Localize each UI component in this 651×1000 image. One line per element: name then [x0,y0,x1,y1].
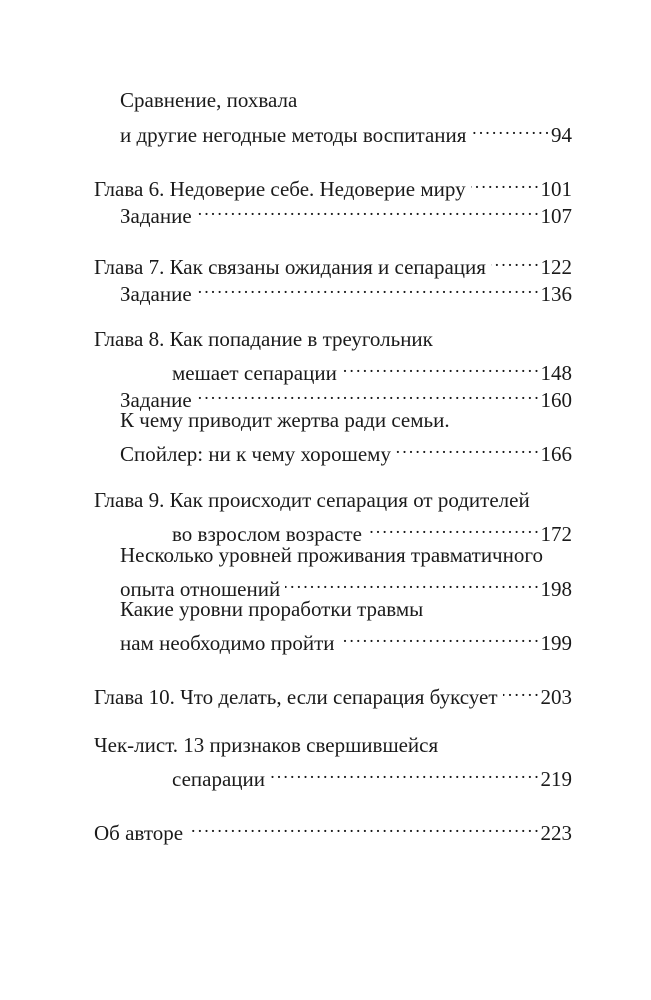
dot-leader [396,433,538,461]
toc-page-number: 107 [540,204,572,228]
toc-chapter-title: Глава 8. Как попадание в треугольник [94,327,433,351]
toc-line [120,595,423,623]
toc-line[interactable] [120,273,572,306]
toc-line[interactable] [94,246,572,279]
dot-leader [188,812,537,840]
toc-chapter-title: Глава 6. Недоверие себе. Недоверие миру [94,177,466,201]
toc-chapter-title-cont: во взрослом возрасте [172,522,362,546]
toc-entry-title: и другие негодные методы воспитания [120,123,467,147]
toc-chapter-title: Об авторе [94,821,184,845]
toc-entry-title: Задание [120,204,192,228]
toc-line [120,541,543,569]
toc-line[interactable] [94,812,572,845]
toc-page-number: 148 [540,361,572,385]
toc-entry-title: Сравнение, похвала [120,88,298,112]
dot-leader [197,379,538,407]
dot-leader [270,758,538,786]
toc-page-number: 198 [540,577,572,601]
dot-leader [342,352,538,380]
dot-leader [197,273,538,301]
dot-leader [367,513,538,541]
toc-chapter-title: Глава 10. Что делать, если сепарация буксует [94,685,498,709]
dot-leader [471,168,538,196]
dot-leader [197,195,538,223]
toc-page-number: 172 [540,522,572,546]
toc-entry-title: Задание [120,282,192,306]
toc-chapter-title: Глава 7. Как связаны ожидания и сепарация [94,255,486,279]
toc-page-number: 101 [540,177,572,201]
toc-line[interactable] [120,195,572,228]
toc-page-number: 203 [540,685,572,709]
dot-leader [285,568,537,596]
toc-entry-title: опыта отношений [120,577,281,601]
toc-line[interactable] [120,433,572,466]
toc-line[interactable] [120,622,572,655]
toc-line[interactable] [172,758,572,791]
toc-page-number: 219 [540,767,572,791]
toc-page-number: 223 [540,821,572,845]
toc-line [120,406,450,434]
toc-chapter-title-cont: мешает сепарации [172,361,337,385]
toc-line[interactable] [120,114,572,147]
toc-line [94,486,530,514]
dot-leader [340,622,538,650]
dot-leader [471,114,548,142]
toc-line[interactable] [94,168,572,201]
dot-leader [503,676,538,704]
toc-page-number: 136 [540,282,572,306]
toc-line[interactable] [120,568,572,601]
toc-line[interactable] [94,676,572,709]
toc-page-number: 160 [540,388,572,412]
toc-line[interactable] [120,379,572,412]
toc-entry-title: Какие уровни проработки травмы [120,597,424,621]
toc-chapter-title: Чек-лист. 13 признаков свершившейся [94,733,439,757]
toc-line [120,86,297,114]
toc-entry-title: нам необходимо пройти [120,631,335,655]
toc-line[interactable] [172,352,572,385]
toc-line [94,325,433,353]
toc-page-number: 199 [540,631,572,655]
dot-leader [491,246,538,274]
toc-entry-title: Задание [120,388,192,412]
toc-chapter-title: Глава 9. Как происходит сепарация от родителей [94,488,530,512]
toc-page-number: 166 [540,442,572,466]
toc-chapter-title-cont: сепарации [172,767,265,791]
toc-page-number: 94 [551,123,572,147]
toc-line[interactable] [172,513,572,546]
toc-line [94,731,438,759]
toc-entry-title: Несколько уровней проживания травматичного [120,543,543,567]
toc-page-number: 122 [540,255,572,279]
toc-entry-title: К чему приводит жертва ради семьи. [120,408,450,432]
toc-entry-title: Спойлер: ни к чему хорошему [120,442,391,466]
